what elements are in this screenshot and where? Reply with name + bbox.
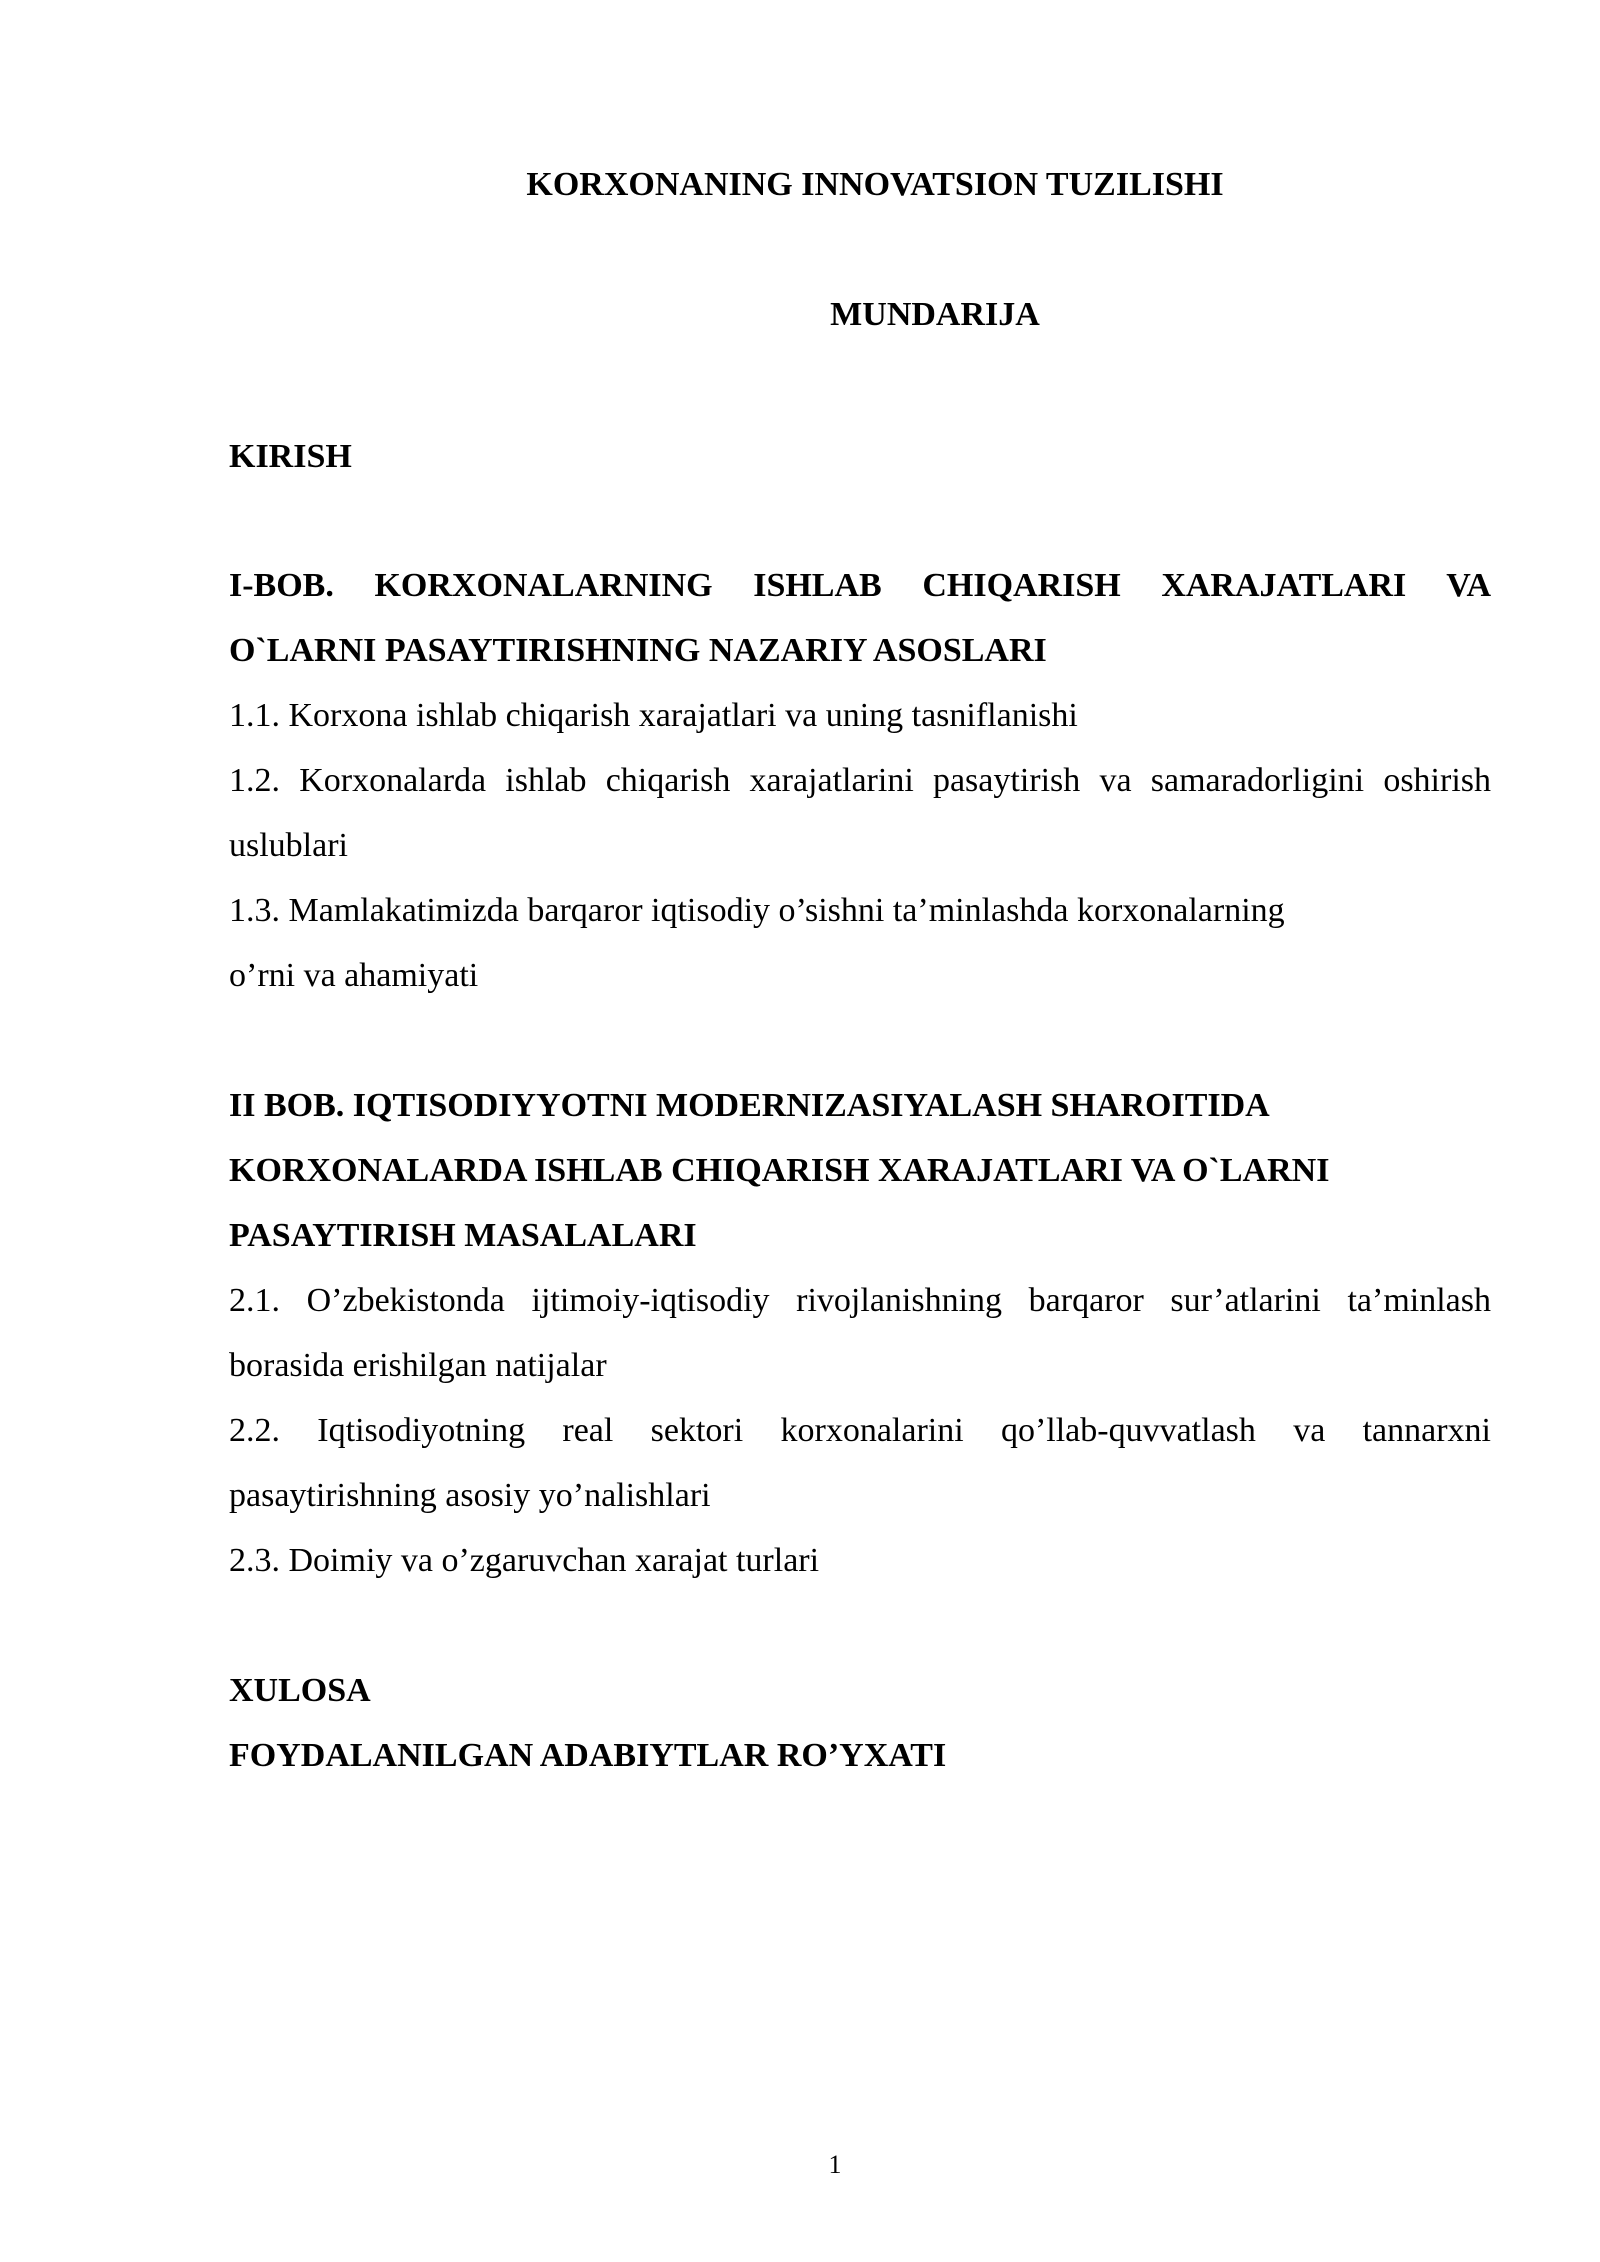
toc-item-1-3-continued: o’rni va ahamiyati [229, 957, 479, 994]
toc-item-1-2: 1.2. Korxonalarda ishlab chiqarish xarajatlarini pasaytirish va samaradorligini oshirish uslublari [229, 762, 1491, 864]
conclusion-heading: XULOSA [229, 1672, 371, 1709]
chapter2-heading-line1: II BOB. IQTISODIYYOTNI MODERNIZASIYALASH SHAROITIDA [229, 1087, 1270, 1124]
chapter1-heading-line2: O`LARNI PASAYTIRISHNING NAZARIY ASOSLARI [229, 632, 1047, 669]
toc-item-1-1: 1.1. Korxona ishlab chiqarish xarajatlari va uning tasniflanishi [229, 697, 1078, 734]
toc-item-2-1: 2.1. O’zbekistonda ijtimoiy-iqtisodiy rivojlanishning barqaror sur’atlarini ta’minlash borasida erishilgan natijalar [229, 1282, 1491, 1384]
chapter1-heading [229, 553, 1491, 683]
document-title: KORXONANING INNOVATSION TUZILISHI [526, 166, 1224, 203]
chapter2-heading-line2: KORXONALARDA ISHLAB CHIQARISH XARAJATLARI VA O`LARNI [229, 1152, 1330, 1189]
intro-heading: KIRISH [229, 438, 352, 475]
references-heading: FOYDALANILGAN ADABIYTLAR RO’YXATI [229, 1737, 947, 1774]
chapter2-heading-line3: PASAYTIRISH MASALALARI [229, 1217, 697, 1254]
document-content [229, 162, 1491, 1788]
toc-item-1-3: 1.3. Mamlakatimizda barqaror iqtisodiy o’sishni ta’minlashda korxonalarning [229, 892, 1285, 929]
toc-item-2-2: 2.2. Iqtisodiyotning real sektori korxonalarini qo’llab-quvvatlash va tannarxni pasaytirishning asosiy yo’nalishlari [229, 1412, 1491, 1514]
contents-heading: MUNDARIJA [830, 296, 1040, 333]
toc-item-2-3: 2.3. Doimiy va o’zgaruvchan xarajat turlari [229, 1542, 820, 1579]
page-number: 1 [828, 2150, 842, 2179]
chapter2-heading [229, 1073, 1491, 1268]
chapter1-heading-line1: I-BOB. KORXONALARNING ISHLAB CHIQARISH XARAJATLARI VA [229, 567, 1491, 604]
